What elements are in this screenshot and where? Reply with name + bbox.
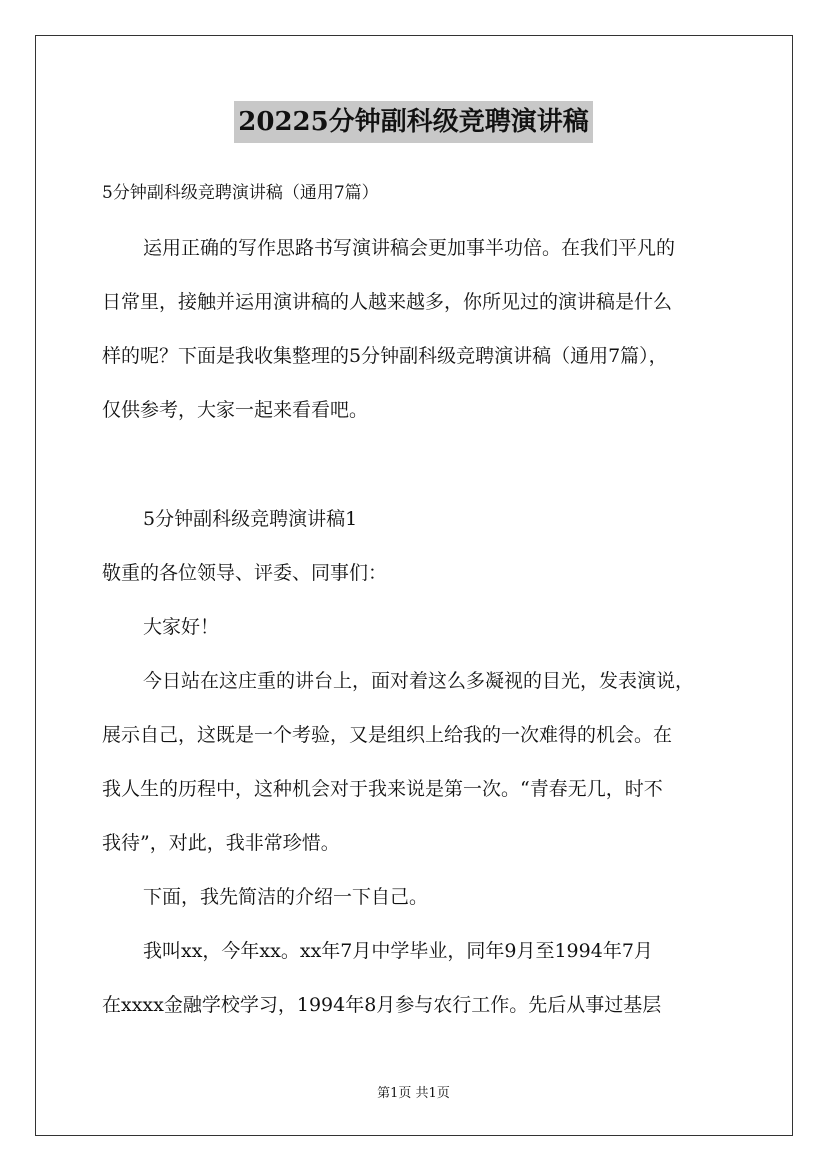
paragraph-line: 下面，我先简洁的介绍一下自己。: [143, 886, 429, 908]
page-footer: [0, 1082, 827, 1101]
paragraph-line: 仅供参考，大家一起来看看吧。: [102, 399, 369, 421]
section-heading: 5分钟副科级竞聘演讲稿1: [143, 508, 358, 530]
paragraph-line: 今日站在这庄重的讲台上，面对着这么多凝视的目光，发表演说，: [143, 670, 695, 692]
paragraph-line: 展示自己，这既是一个考验，又是组织上给我的一次难得的机会。在: [102, 724, 673, 746]
salutation: 敬重的各位领导、评委、同事们：: [102, 562, 388, 584]
document-title: 20225分钟副科级竞聘演讲稿: [234, 101, 592, 143]
paragraph-line: 我待”，对此，我非常珍惜。: [102, 832, 340, 854]
document-title-block: [0, 101, 827, 143]
paragraph-line: 运用正确的写作思路书写演讲稿会更加事半功倍。在我们平凡的: [143, 237, 676, 259]
paragraph-line: 我叫xx，今年xx。xx年7月中学毕业，同年9月至1994年7月: [143, 940, 653, 962]
paragraph-line: 样的呢？下面是我收集整理的5分钟副科级竞聘演讲稿（通用7篇），: [102, 345, 668, 367]
paragraph-line: 在xxxx金融学校学习，1994年8月参与农行工作。先后从事过基层: [102, 994, 662, 1016]
paragraph-line: 我人生的历程中，这种机会对于我来说是第一次。“青春无几，时不: [102, 778, 663, 800]
paragraph-line: 日常里，接触并运用演讲稿的人越来越多，你所见过的演讲稿是什么: [102, 291, 673, 313]
document-subtitle: 5分钟副科级竞聘演讲稿（通用7篇）: [102, 183, 379, 203]
page-number: 第1页 共1页: [377, 1086, 450, 1101]
greeting: 大家好！: [143, 616, 220, 638]
